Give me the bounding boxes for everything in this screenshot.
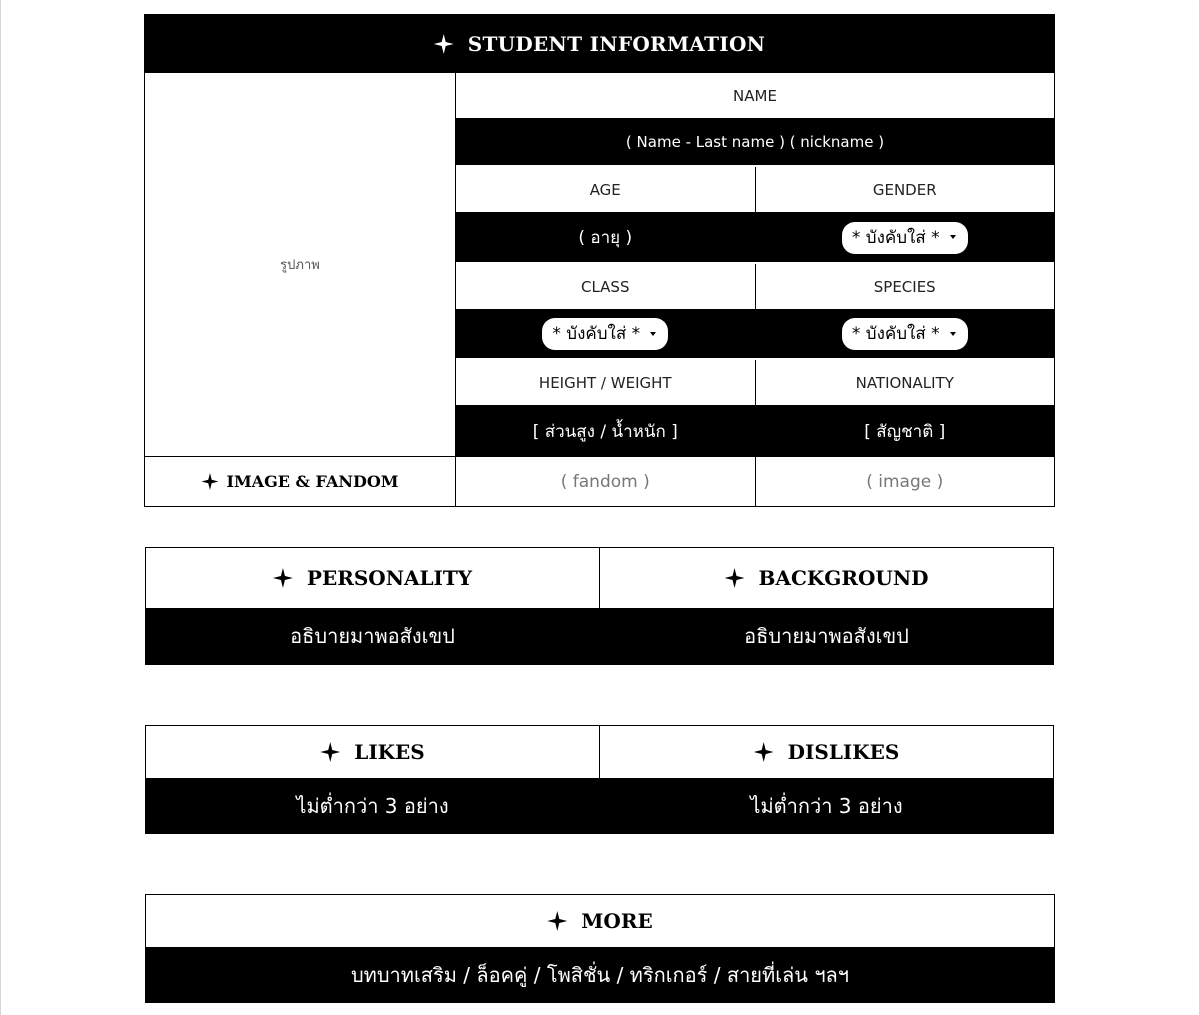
personality-title: PERSONALITY [306, 566, 473, 590]
likes-value: ไม่ต่ำกว่า 3 อย่าง [146, 778, 599, 833]
info-fields [456, 73, 1054, 506]
caret-down-icon [950, 235, 956, 239]
dislikes-section [599, 726, 1053, 833]
age-gender-label-row [456, 167, 1054, 213]
likes-header [146, 726, 599, 778]
species-dropdown-value: * บังคับใส่ * [851, 324, 940, 344]
background-title: BACKGROUND [758, 566, 929, 590]
species-label: SPECIES [755, 264, 1055, 309]
background-value: อธิบายมาพอสังเขป [600, 608, 1053, 664]
dislikes-value: ไม่ต่ำกว่า 3 อย่าง [600, 778, 1053, 833]
name-value: ( Name - Last name ) ( nickname ) [456, 119, 1054, 165]
name-value-row [456, 119, 1054, 167]
likes-section [146, 726, 599, 833]
likes-dislikes-box [145, 725, 1054, 834]
height-nationality-label-row [456, 360, 1054, 406]
gender-dropdown[interactable] [842, 222, 968, 254]
personality-section [146, 548, 599, 664]
name-label: NAME [456, 73, 1054, 118]
four-point-star-icon [547, 911, 567, 931]
image-fandom-label-text: IMAGE & FANDOM [226, 472, 399, 491]
class-cell [456, 310, 755, 358]
image-fandom-label [145, 457, 456, 506]
dislikes-title: DISLIKES [787, 740, 900, 764]
personality-background-box [145, 547, 1054, 665]
four-point-star-icon [754, 742, 774, 762]
caret-down-icon [950, 332, 956, 336]
four-point-star-icon [273, 568, 293, 588]
name-label-row [456, 73, 1054, 119]
gender-cell [755, 213, 1055, 262]
height-weight-value: [ ส่วนสูง / น้ำหนัก ] [456, 406, 755, 456]
student-information-table [144, 14, 1055, 507]
age-gender-value-row [456, 213, 1054, 264]
height-weight-label: HEIGHT / WEIGHT [456, 360, 755, 405]
class-label: CLASS [456, 264, 755, 309]
four-point-star-icon [434, 34, 454, 54]
more-header [146, 895, 1054, 947]
dislikes-header [600, 726, 1053, 778]
student-information-title: STUDENT INFORMATION [467, 32, 766, 56]
nationality-value: [ สัญชาติ ] [755, 406, 1055, 456]
fandom-value: ( fandom ) [456, 457, 755, 506]
more-value: บทบาทเสริม / ล็อคคู่ / โพสิชั่น / ทริกเกอร์ / สายที่เล่น ฯลฯ [146, 947, 1054, 1002]
nationality-label: NATIONALITY [755, 360, 1055, 405]
four-point-star-icon [320, 742, 340, 762]
personality-value: อธิบายมาพอสังเขป [146, 608, 599, 664]
more-box [145, 894, 1055, 1003]
class-dropdown[interactable] [542, 318, 668, 350]
caret-down-icon [650, 332, 656, 336]
fandom-image-row [456, 457, 1054, 506]
height-nationality-value-row [456, 406, 1054, 457]
class-dropdown-value: * บังคับใส่ * [552, 324, 641, 344]
four-point-star-icon [725, 568, 745, 588]
four-point-star-icon [201, 473, 218, 490]
image-value: ( image ) [755, 457, 1055, 506]
species-dropdown[interactable] [842, 318, 968, 350]
age-label: AGE [456, 167, 755, 212]
class-species-label-row [456, 264, 1054, 310]
background-header [600, 548, 1053, 608]
background-section [599, 548, 1053, 664]
species-cell [755, 310, 1055, 358]
class-species-value-row [456, 310, 1054, 360]
more-title: MORE [581, 909, 653, 933]
likes-title: LIKES [354, 740, 425, 764]
personality-header [146, 548, 599, 608]
age-value: ( อายุ ) [456, 213, 755, 262]
student-information-header [145, 15, 1054, 73]
gender-label: GENDER [755, 167, 1055, 212]
photo-placeholder: รูปภาพ [145, 73, 456, 457]
gender-dropdown-value: * บังคับใส่ * [851, 227, 940, 248]
